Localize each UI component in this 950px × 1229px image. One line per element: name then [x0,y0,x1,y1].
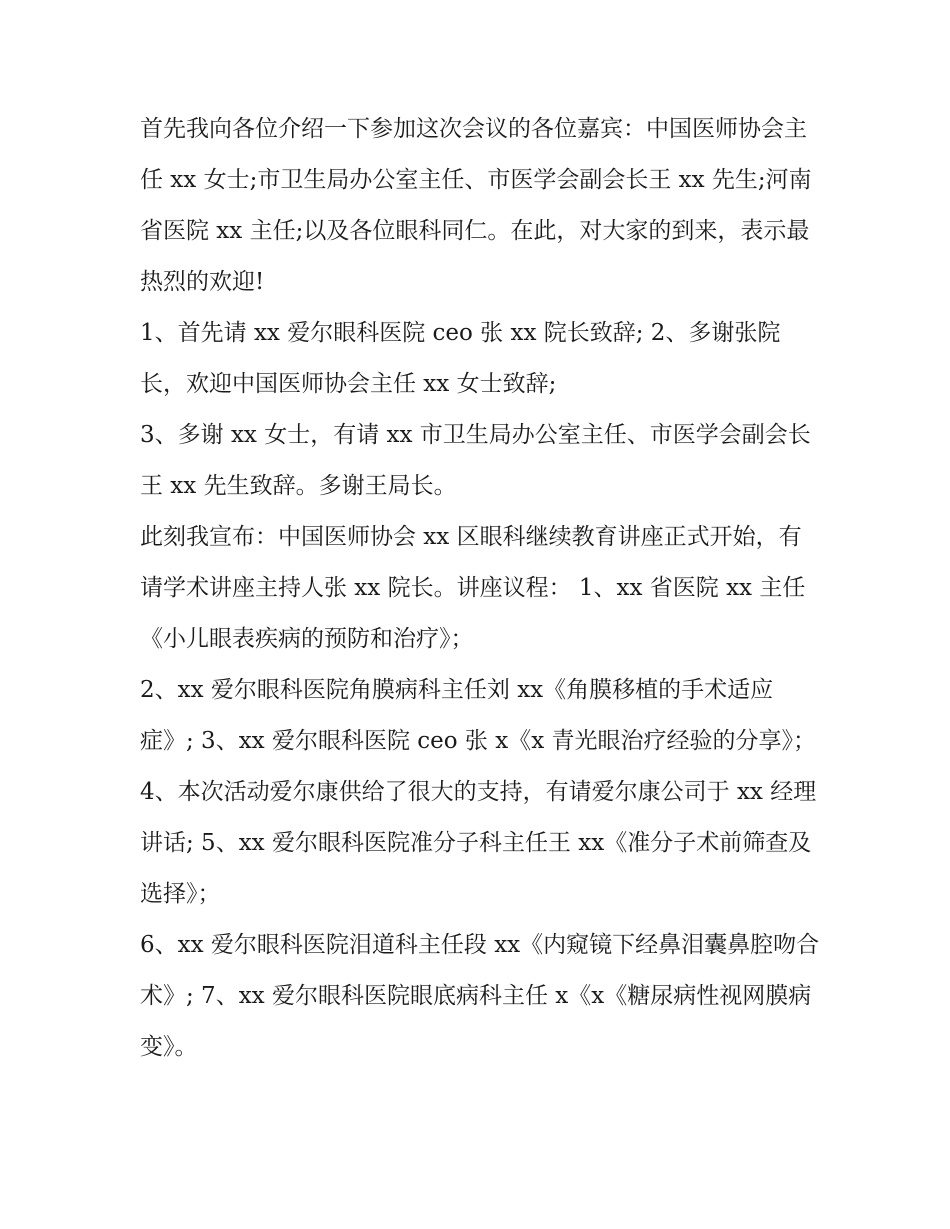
paragraph-lecture-opening: 此刻我宣布：中国医师协会 xx 区眼科继续教育讲座正式开始，有请学术讲座主持人张 xx 院长。讲座议程： 1、xx 省医院 xx 主任《小儿眼表疾病的预防和治疗》； [140,524,806,652]
paragraph-agenda-3: 3、多谢 xx 女士，有请 xx 市卫生局办公室主任、市医学会副会长王 xx 先生致辞。多谢王局长。 [140,422,811,499]
paragraph-lecture-6-7: 6、xx 爱尔眼科医院泪道科主任段 xx《内窥镜下经鼻泪囊鼻腔吻合术》; 7、xx 爱尔眼科医院眼底病科主任 x《x《糖尿病性视网膜病变》。 [140,932,820,1060]
paragraph-lecture-4-5: 4、本次活动爱尔康供给了很大的支持，有请爱尔康公司于 xx 经理讲话; 5、xx 爱尔眼科医院准分子科主任王 xx《准分子术前筛查及选择》； [140,779,817,907]
paragraph-agenda-1-2: 1、首先请 xx 爱尔眼科医院 ceo 张 xx 院长致辞; 2、多谢张院长，欢迎中国医师协会主任 xx 女士致辞; [140,320,781,397]
document-body [140,104,820,1073]
paragraph-lecture-2-3: 2、xx 爱尔眼科医院角膜病科主任刘 xx《角膜移植的手术适应症》; 3、xx 爱尔眼科医院 ceo 张 x《x 青光眼治疗经验的分享》； [140,677,816,754]
paragraph-guest-introduction: 首先我向各位介绍一下参加这次会议的各位嘉宾：中国医师协会主任 xx 女士;市卫生局办公室主任、市医学会副会长王 xx 先生;河南省医院 xx 主任;以及各位眼科同仁。在此，对大家的到来，表示最热烈的欢迎! [140,116,812,295]
